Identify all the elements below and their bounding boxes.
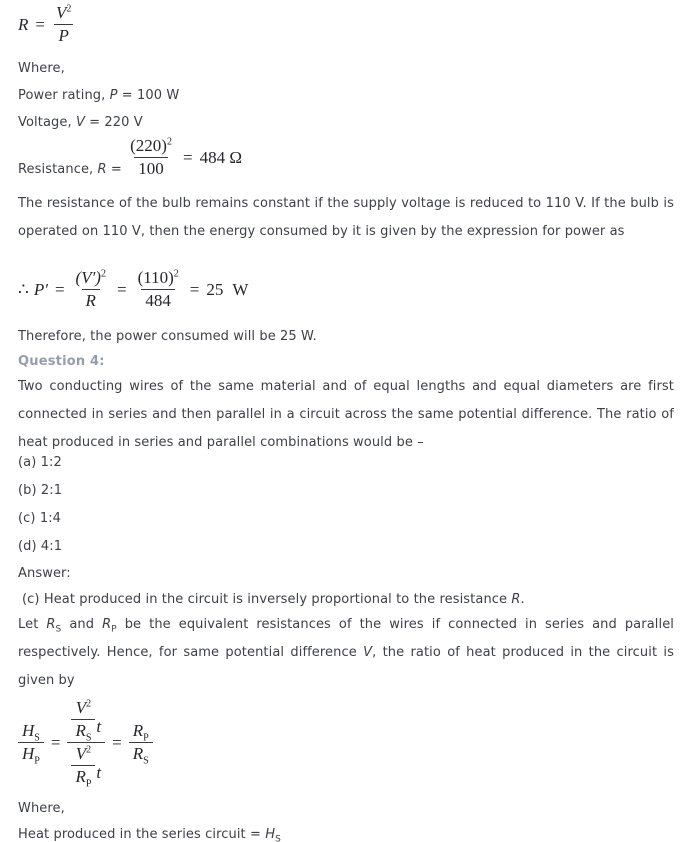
var-R: R [97,162,107,177]
text-segment: and [61,617,103,632]
fraction-denominator [71,765,95,790]
subscript: P [34,755,40,767]
equals-sign: = [182,147,193,167]
var-R: R [75,767,86,786]
var-P-prime: P′ [33,279,48,299]
fraction-numerator [72,268,110,289]
var-R: R [132,721,144,740]
text-segment: = [106,162,127,177]
equals-sign: = [35,14,45,34]
formula-var: R [18,14,29,34]
math-expression [126,136,242,179]
result-value: 25 [206,279,224,299]
text-segment: Heat produced in the series circuit = [18,827,266,842]
equals-sign: = [112,732,122,752]
text-segment: . [520,592,525,607]
fraction-H [18,721,44,767]
number: (220) [130,136,167,155]
number: 484 [145,291,171,310]
where-label-1: Where, [18,61,65,76]
heat-series-line [18,827,281,842]
formula-var: (V′) [75,268,101,287]
where-label-2: Where, [18,801,65,816]
var-V: V [75,744,87,763]
superscript: 2 [173,268,179,280]
subscript: S [85,732,92,744]
formula-prefix [18,162,126,177]
var-P: P [109,88,118,103]
fraction-numerator [72,698,95,719]
fraction-denominator [71,719,95,744]
subscript: P [143,732,149,744]
question-4-heading: Question 4: [18,354,105,369]
var-Rp: R [102,617,112,632]
var-V: V [75,115,85,130]
fraction-numerator [134,268,183,289]
formula-resistance-value [18,136,242,179]
text-segment: , the ratio of heat produced in the circuit is given by [18,645,674,688]
var-Hs: H [265,827,276,842]
fraction-numerator [52,3,75,24]
var-H: H [22,744,35,763]
number: (110) [137,268,174,287]
text-segment: Voltage, [18,115,76,130]
fraction [134,268,183,311]
var-R: R [132,744,144,763]
nested-expression [71,744,102,790]
text-segment: = 100 W [117,88,180,103]
superscript: 2 [66,3,72,15]
equals-sign: = [50,732,61,752]
superscript: 2 [166,136,172,148]
fraction-denominator [67,742,105,790]
subscript: S [34,732,40,744]
fraction-denominator [129,742,153,767]
fraction-R [129,721,153,767]
fraction-denominator [141,289,175,311]
text-segment: be the equivalent resistances of the wires if connected in series and parallel respectively. Hence, for same potential difference [18,617,674,660]
superscript: 2 [86,744,92,756]
voltage-line [18,115,143,131]
formula-var: V [55,3,67,22]
equals-sign: = [116,279,127,299]
paragraph-let-resistances [18,611,674,695]
var-V: V [75,698,87,717]
fraction-denominator [134,157,168,179]
var-R: R [75,721,86,740]
var-R: R [511,592,521,607]
var-V: V [363,645,373,660]
text-segment: (c) Heat produced in the circuit is inversely proportional to the resistance [22,592,512,607]
var-Rs: R [46,617,56,632]
fraction-inner [71,744,95,790]
formula-var: P [58,26,69,45]
fraction-numerator [129,721,153,742]
superscript: 2 [86,698,92,710]
formula-heat-ratio [18,698,153,790]
equals-sign: = [189,279,200,299]
option-b: (b) 2:1 [18,483,63,498]
formula-var: R [85,291,96,310]
fraction-numerator [126,136,176,157]
var-t: t [96,716,102,736]
fraction-numerator [72,744,95,765]
fraction-denominator [18,742,44,767]
nested-expression [71,698,102,744]
fraction-numerator [18,721,44,742]
subscript: P [85,778,92,790]
fraction-denominator [82,289,100,311]
text-segment: Resistance, [18,162,98,177]
therefore-symbol: ∴ [18,279,29,299]
subscript: S [55,624,62,635]
answer-label: Answer: [18,566,71,581]
formula-power-consumed [18,268,248,311]
equals-sign: = [54,279,65,299]
subscript: S [275,834,281,842]
number: 100 [138,159,164,178]
subscript: P [111,624,117,635]
fraction-denominator [54,24,72,46]
question-4-body: Two conducting wires of the same material and of equal lengths and equal diameters are first connected in series and then parallel in a circuit across the same potential difference. The ratio of heat produced in series and parallel combinations would be – [18,379,674,450]
formula-resistance-definition [18,3,75,46]
fraction-inner [71,698,95,744]
paragraph-supply-voltage: The resistance of the bulb remains constant if the supply voltage is reduced to 110 V. If the bulb is operated on 110 V, then the energy consumed by it is given by the expression for power as [18,196,674,239]
subscript: S [143,755,149,767]
therefore-line: Therefore, the power consumed will be 25 W. [18,329,317,344]
var-t: t [96,762,102,782]
fraction [126,136,176,179]
fraction [72,268,110,311]
text-segment: = 220 V [84,115,143,130]
option-d: (d) 4:1 [18,539,63,554]
option-c: (c) 1:4 [18,511,62,526]
result-value: 484 Ω [199,147,242,167]
power-rating-line [18,88,179,104]
unit-watt: W [232,279,249,299]
option-a: (a) 1:2 [18,455,62,470]
fraction-numerator [67,698,105,742]
text-segment: Power rating, [18,88,110,103]
text-segment: Let [18,617,47,632]
answer-statement [18,592,525,608]
superscript: 2 [100,268,106,280]
fraction-main [67,698,105,790]
var-H: H [22,721,35,740]
fraction [52,3,75,46]
